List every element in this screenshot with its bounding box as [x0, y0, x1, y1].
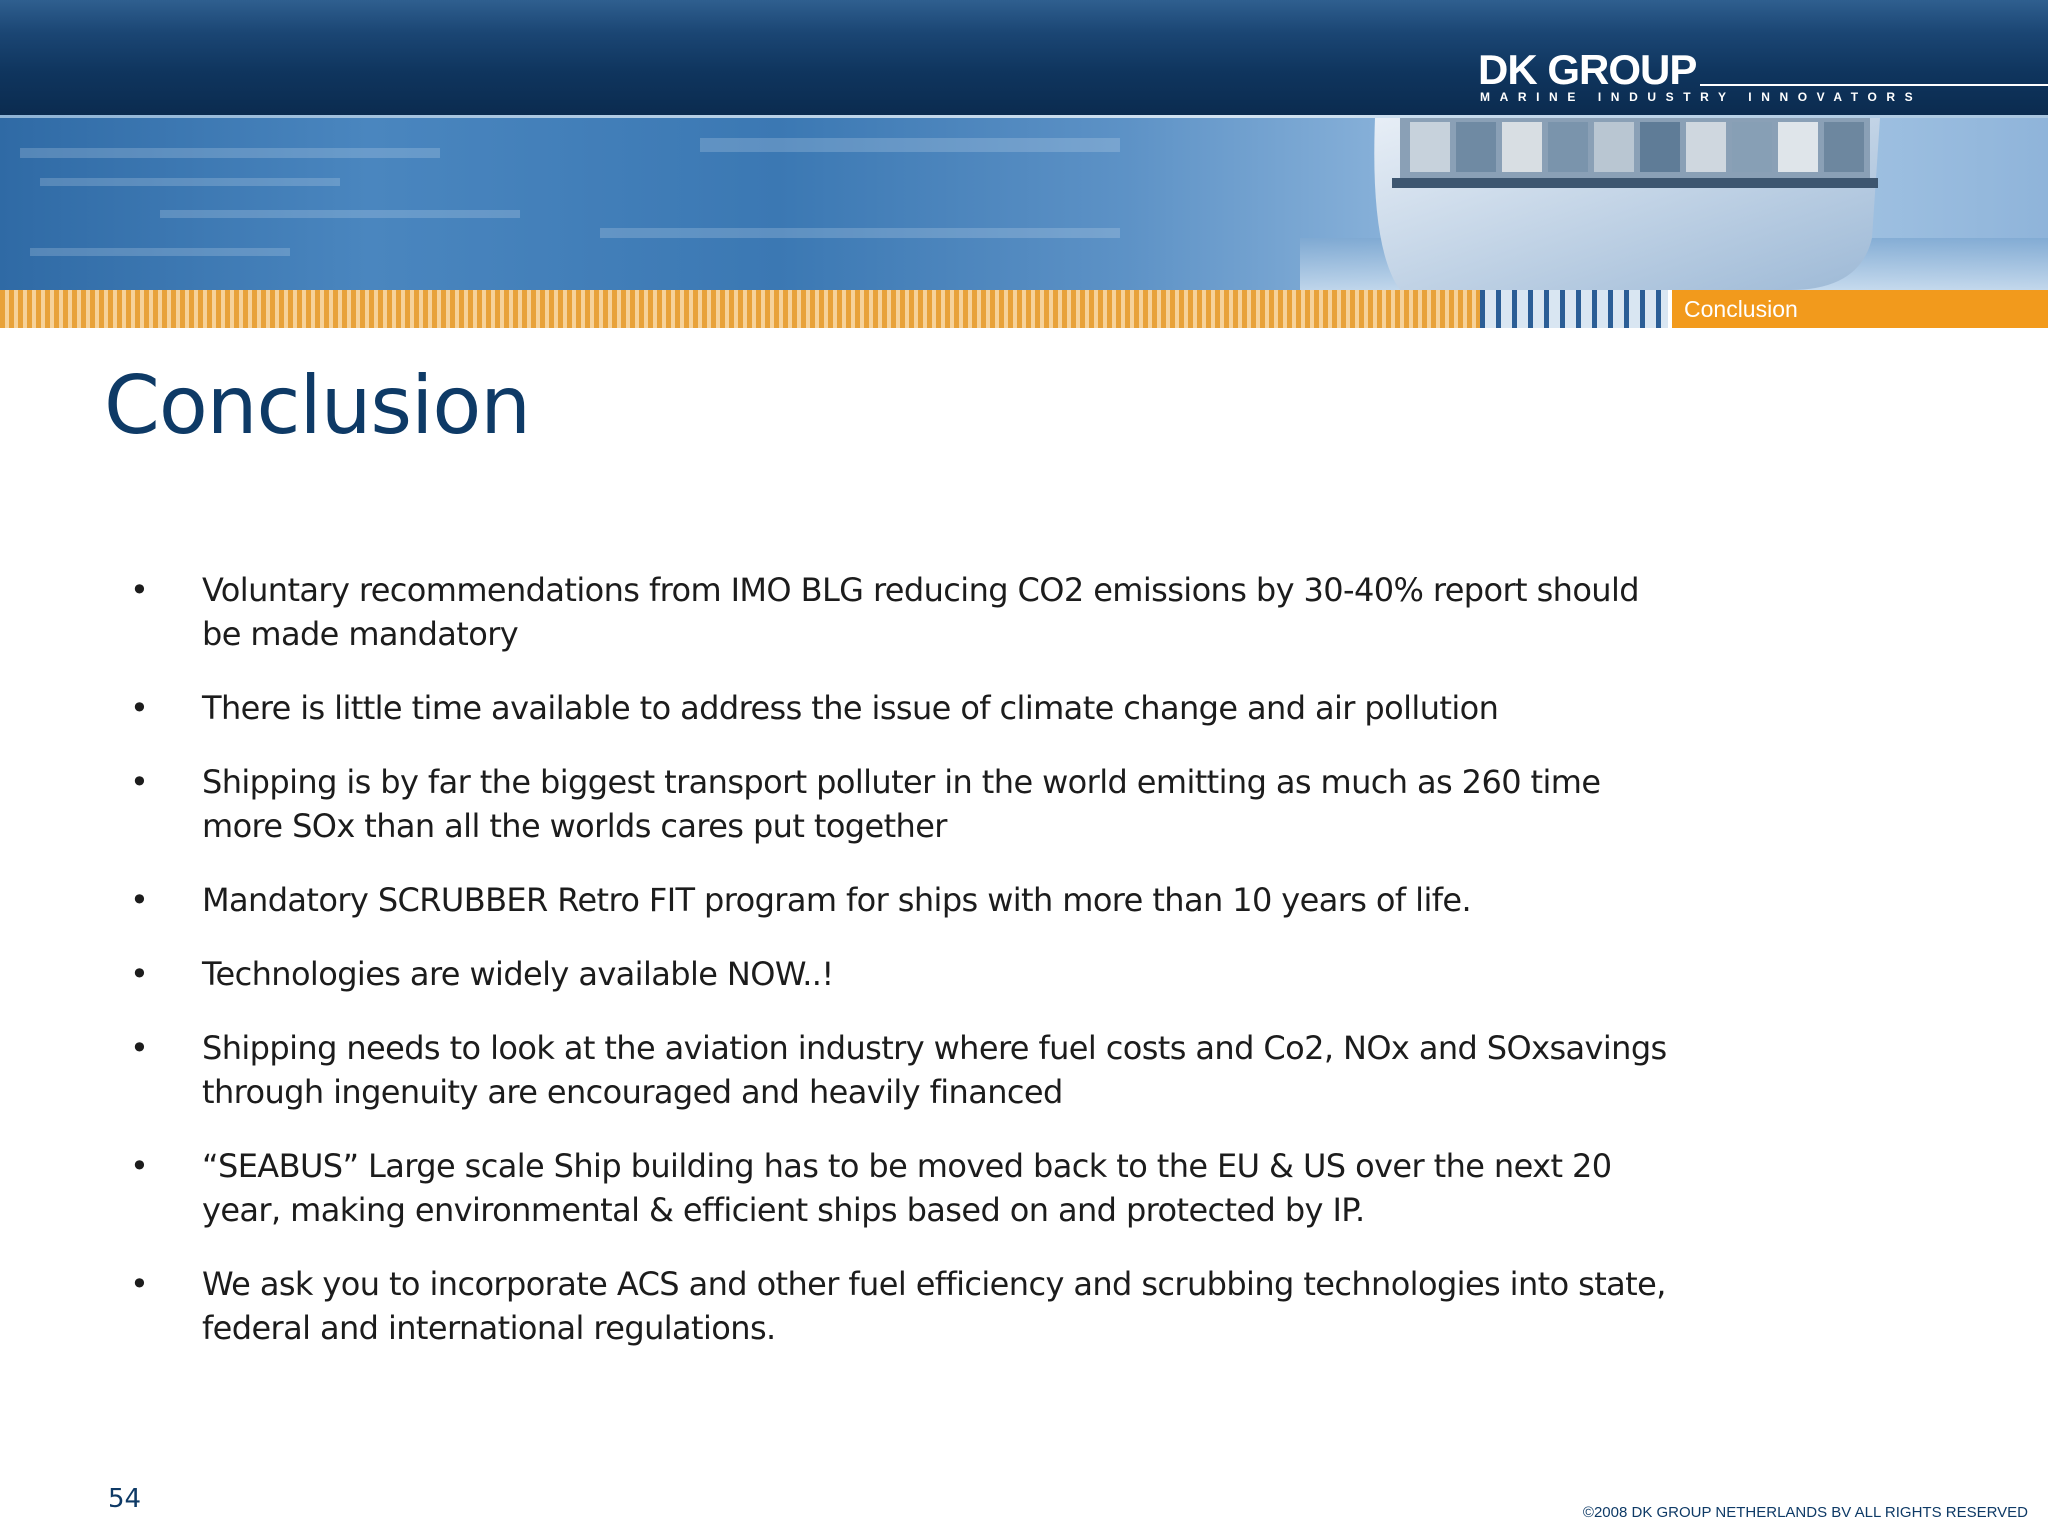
- bullet-text: There is little time available to address the issue of climate change and air pollution: [202, 689, 1499, 727]
- bullet-item: [130, 878, 1670, 922]
- page-number: 54: [108, 1484, 142, 1514]
- section-tab-label: Conclusion: [1684, 296, 1798, 322]
- bullet-list: [130, 568, 1670, 1380]
- bullet-marker: •: [130, 1029, 149, 1067]
- header-stripe-accent: [1480, 290, 1668, 328]
- logo-wordmark: DK GROUP: [1478, 46, 1697, 93]
- bullet-text: Voluntary recommendations from IMO BLG reducing CO2 emissions by 30-40% report should be made mandatory: [202, 571, 1639, 653]
- logo-rule: [1700, 84, 2048, 86]
- section-tab: [1672, 290, 2048, 328]
- bullet-item: [130, 760, 1670, 848]
- bullet-text: We ask you to incorporate ACS and other fuel efficiency and scrubbing technologies into state, federal and international regulations.: [202, 1265, 1666, 1347]
- bullet-marker: •: [130, 763, 149, 801]
- bullet-marker: •: [130, 1265, 149, 1303]
- header-stripe-bar: [0, 290, 1668, 328]
- bullet-item: [130, 1026, 1670, 1114]
- bullet-item: [130, 568, 1670, 656]
- bullet-marker: •: [130, 689, 149, 727]
- bullet-text: “SEABUS” Large scale Ship building has to be moved back to the EU & US over the next 20 year, making environmental & efficient ships based on and protected by IP.: [202, 1147, 1612, 1229]
- bullet-item: [130, 686, 1670, 730]
- bullet-text: Mandatory SCRUBBER Retro FIT program for ships with more than 10 years of life.: [202, 881, 1472, 919]
- bullet-text: Technologies are widely available NOW..!: [202, 955, 834, 993]
- header-photo-banner: [0, 118, 2048, 290]
- bullet-item: [130, 952, 1670, 996]
- dk-group-logo: [1478, 48, 2048, 108]
- copyright-notice: ©2008 DK GROUP NETHERLANDS BV ALL RIGHTS RESERVED: [1582, 1504, 2028, 1521]
- slide-title: Conclusion: [104, 359, 530, 452]
- logo-tagline: MARINE INDUSTRY INNOVATORS: [1480, 90, 1923, 104]
- bullet-text: Shipping is by far the biggest transport polluter in the world emitting as much as 260 time more SOx than all the worlds cares put together: [202, 763, 1601, 845]
- bullet-text: Shipping needs to look at the aviation industry where fuel costs and Co2, NOx and SOxsavings through ingenuity are encouraged and heavily financed: [202, 1029, 1667, 1111]
- bullet-item: [130, 1144, 1670, 1232]
- bullet-marker: •: [130, 1147, 149, 1185]
- bullet-marker: •: [130, 571, 149, 609]
- bullet-marker: •: [130, 881, 149, 919]
- bullet-marker: •: [130, 955, 149, 993]
- ship-illustration: [0, 118, 2048, 290]
- bullet-item: [130, 1262, 1670, 1350]
